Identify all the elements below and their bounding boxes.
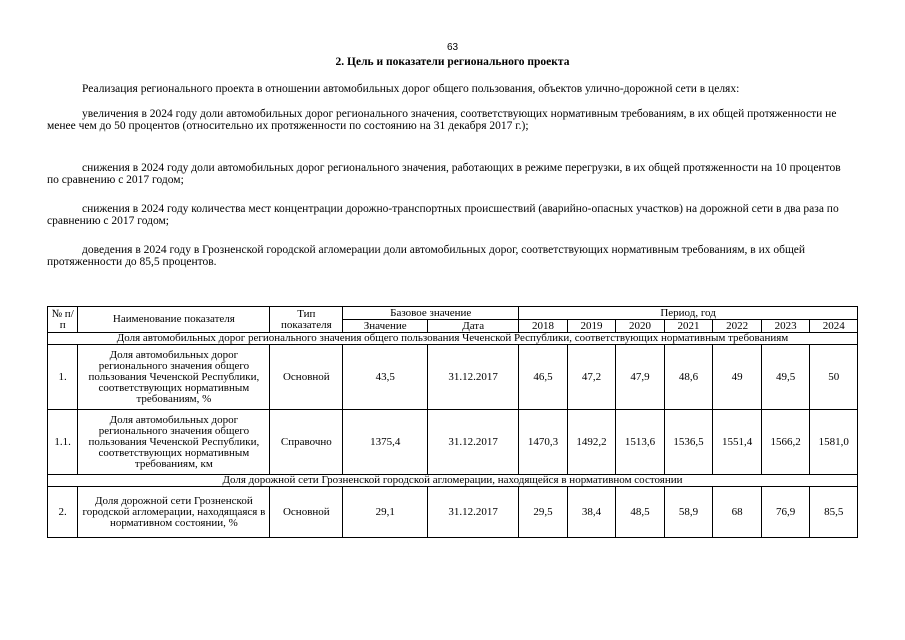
header-year: 2022 [713,320,762,333]
row-value-2022: 68 [713,487,762,538]
header-row [48,307,858,320]
row-value-2021: 1536,5 [664,410,713,475]
row-name: Доля автомобильных дорог регионального значения общего пользования Чеченской Республики, соответствующих нормативным требованиям, % [78,345,270,410]
row-value-2018: 46,5 [519,345,568,410]
paragraph-text: доведения в 2024 году в Грозненской городской агломерации доли автомобильных дорог, соответствующих нормативным требованиям, в их общей протяженности до 85,5 процентов. [47,244,806,268]
row-base-value: 43,5 [343,345,428,410]
section-row [48,333,858,345]
row-name: Доля дорожной сети Грозненской городской агломерации, находящаяся в нормативном состоянии, % [78,487,270,538]
row-num: 1. [48,345,78,410]
row-value-2022: 1551,4 [713,410,762,475]
header-year: 2024 [810,320,858,333]
header-base-value: Значение [343,320,428,333]
row-value-2023: 1566,2 [761,410,810,475]
header-base-date: Дата [428,320,519,333]
row-value-2019: 38,4 [567,487,616,538]
row-value-2018: 1470,3 [519,410,568,475]
row-name: Доля автомобильных дорог регионального значения общего пользования Чеченской Республики, соответствующих нормативным требованиям, км [78,410,270,475]
section-title: Доля автомобильных дорог регионального значения общего пользования Чеченской Республики, соответствующих нормативным требованиям [48,333,858,345]
row-value-2022: 49 [713,345,762,410]
row-value-2023: 76,9 [761,487,810,538]
goal-paragraph-3 [47,203,855,227]
goal-paragraph-1 [47,108,855,132]
row-num: 2. [48,487,78,538]
header-year: 2020 [616,320,665,333]
row-num: 1.1. [48,410,78,475]
page-number: 63 [446,42,459,53]
row-base-date: 31.12.2017 [428,345,519,410]
row-value-2018: 29,5 [519,487,568,538]
row-value-2020: 1513,6 [616,410,665,475]
row-value-2020: 48,5 [616,487,665,538]
table-row [48,345,858,410]
section-heading: 2. Цель и показатели регионального проекта [335,56,570,68]
section-title: Доля дорожной сети Грозненской городской агломерации, находящейся в нормативном состоянии [48,475,858,487]
paragraph-text: увеличения в 2024 году доли автомобильных дорог регионального значения, соответствующих нормативным требованиям, в их общей протяженности не менее чем до 50 процентов (относительно их протяженности по состоянию на 31 декабря 2017 г.); [47,108,837,132]
goal-paragraph-2 [47,162,855,186]
paragraph-text: Реализация регионального проекта в отношении автомобильных дорог общего пользования, объектов улично-дорожной сети в целях: [82,83,740,95]
header-name: Наименование показателя [78,307,270,333]
header-year: 2021 [664,320,713,333]
row-value-2023: 49,5 [761,345,810,410]
row-base-value: 1375,4 [343,410,428,475]
row-value-2024: 50 [810,345,858,410]
row-type: Основной [270,345,343,410]
table-row [48,410,858,475]
row-value-2021: 58,9 [664,487,713,538]
table-row [48,487,858,538]
header-num: № п/п [48,307,78,333]
row-base-date: 31.12.2017 [428,487,519,538]
row-value-2021: 48,6 [664,345,713,410]
row-value-2024: 85,5 [810,487,858,538]
row-type: Основной [270,487,343,538]
row-value-2020: 47,9 [616,345,665,410]
section-row [48,475,858,487]
header-year: 2023 [761,320,810,333]
indicators-table [47,306,858,538]
paragraph-text: снижения в 2024 году количества мест концентрации дорожно-транспортных происшествий (аварийно-опасных участков) на дорожной сети в два раза по сравнению с 2017 годом; [47,203,839,227]
header-period: Период, год [519,307,858,320]
row-value-2019: 1492,2 [567,410,616,475]
paragraph-text: снижения в 2024 году доли автомобильных дорог регионального значения, работающих в режиме перегрузки, в их общей протяженности на 10 процентов по сравнению с 2017 годом; [47,162,841,186]
row-base-value: 29,1 [343,487,428,538]
row-type: Справочно [270,410,343,475]
header-year: 2018 [519,320,568,333]
header-year: 2019 [567,320,616,333]
goal-paragraph-4 [47,244,855,268]
row-value-2024: 1581,0 [810,410,858,475]
intro-paragraph [47,83,855,95]
row-value-2019: 47,2 [567,345,616,410]
header-base: Базовое значение [343,307,519,320]
row-base-date: 31.12.2017 [428,410,519,475]
header-type: Тип показателя [270,307,343,333]
